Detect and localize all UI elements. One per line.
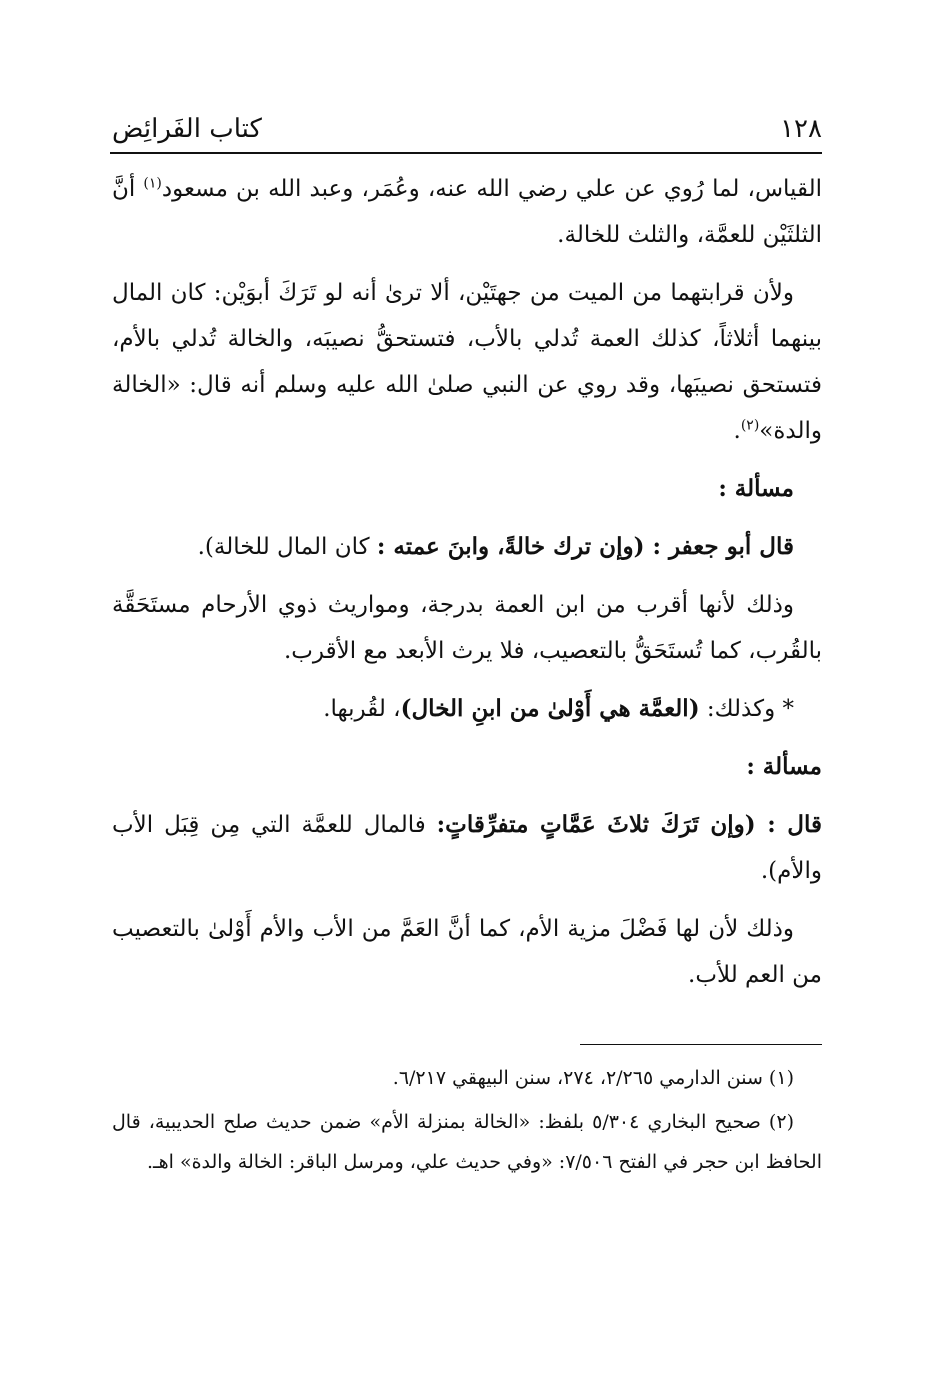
paragraph-3: وذلك لأنها أقرب من ابن العمة بدرجة، ومواريث ذوي الأرحام مستَحَقَّة بالقُرب، كما تُستَحَقُّ بالتعصيب، فلا يرث الأبعد مع الأقرب. (112, 592, 822, 664)
footnote-2: (٢) صحيح البخاري ٥/٣٠٤ بلفظ: «الخالة بمنزلة الأم» ضمن حديث صلح الحديبية، قال الحافظ ابن حجر في الفتح ٧/٥٠٦: «وفي حديث علي، ومرسل الباقر: الخالة والدة» اهـ. (112, 1111, 822, 1173)
paragraph-2-text: ولأن قرابتهما من الميت من جهتَيْن، ألا ترىٰ أنه لو تَرَكَ أبوَيْن: كان المال بينهما أثلاثاً، كذلك العمة تُدلي بالأب، فتستحقُّ نصيبَه، والخالة تُدلي بالأم، فتستحق نصيبَها، وقد روي عن النبي صلىٰ الله عليه وسلم أنه قال: «الخالة والدة» (112, 280, 822, 444)
note-prefix: * وكذلك: (699, 696, 794, 722)
paragraph-2-end: . (733, 418, 741, 444)
note-paragraph (112, 686, 822, 732)
masala-heading-1: مسألة : (718, 475, 794, 502)
paragraph-1-tail: أنَّ الثلثَيْن للعمَّة، والثلث للخالة. (112, 176, 822, 248)
footnote-divider (580, 1044, 822, 1045)
question-1 (112, 524, 822, 570)
question-2 (112, 802, 822, 894)
main-text (112, 166, 822, 1010)
question-2-rest: فالمال للعمَّة التي مِن قِبَل الأب والأم). (112, 812, 822, 884)
note-bold: (العمَّة هي أَوْلىٰ من ابنِ الخال) (400, 695, 700, 722)
footnote-ref-1: (١) (143, 175, 162, 192)
paragraph-2 (112, 270, 822, 454)
note-rest: ، لقُربها. (323, 696, 401, 722)
masala-heading-2: مسألة : (746, 753, 822, 780)
question-2-bold: قال : (وإن تَرَكَ ثلاثَ عَمَّاتٍ متفرِّقاتٍ: (436, 811, 822, 838)
paragraph-4: وذلك لأن لها فَضْلَ مزية الأم، كما أنَّ العَمَّ من الأب والأم أَوْلىٰ بالتعصيب من العم للأب. (112, 916, 822, 988)
footnote-ref-2: (٢) (740, 417, 760, 434)
footnotes (112, 1058, 822, 1186)
page-number: ١٢٨ (780, 114, 822, 144)
book-title: كتاب الفَرائِض (112, 114, 262, 144)
paragraph-1 (112, 166, 822, 258)
paragraph-1-text: القياس، لما رُوي عن علي رضي الله عنه، وعُمَر، وعبد الله بن مسعود (161, 176, 822, 202)
footnote-1: (١) سنن الدارمي ٢/٢٦٥، ٢٧٤، سنن البيهقي ٦/٢١٧. (392, 1067, 794, 1089)
question-1-rest: كان المال للخالة). (197, 534, 377, 560)
page-header (112, 100, 822, 144)
header-divider (110, 152, 822, 154)
question-1-bold: قال أبو جعفر : (وإن ترك خالةً، وابنَ عمته : (376, 533, 794, 560)
